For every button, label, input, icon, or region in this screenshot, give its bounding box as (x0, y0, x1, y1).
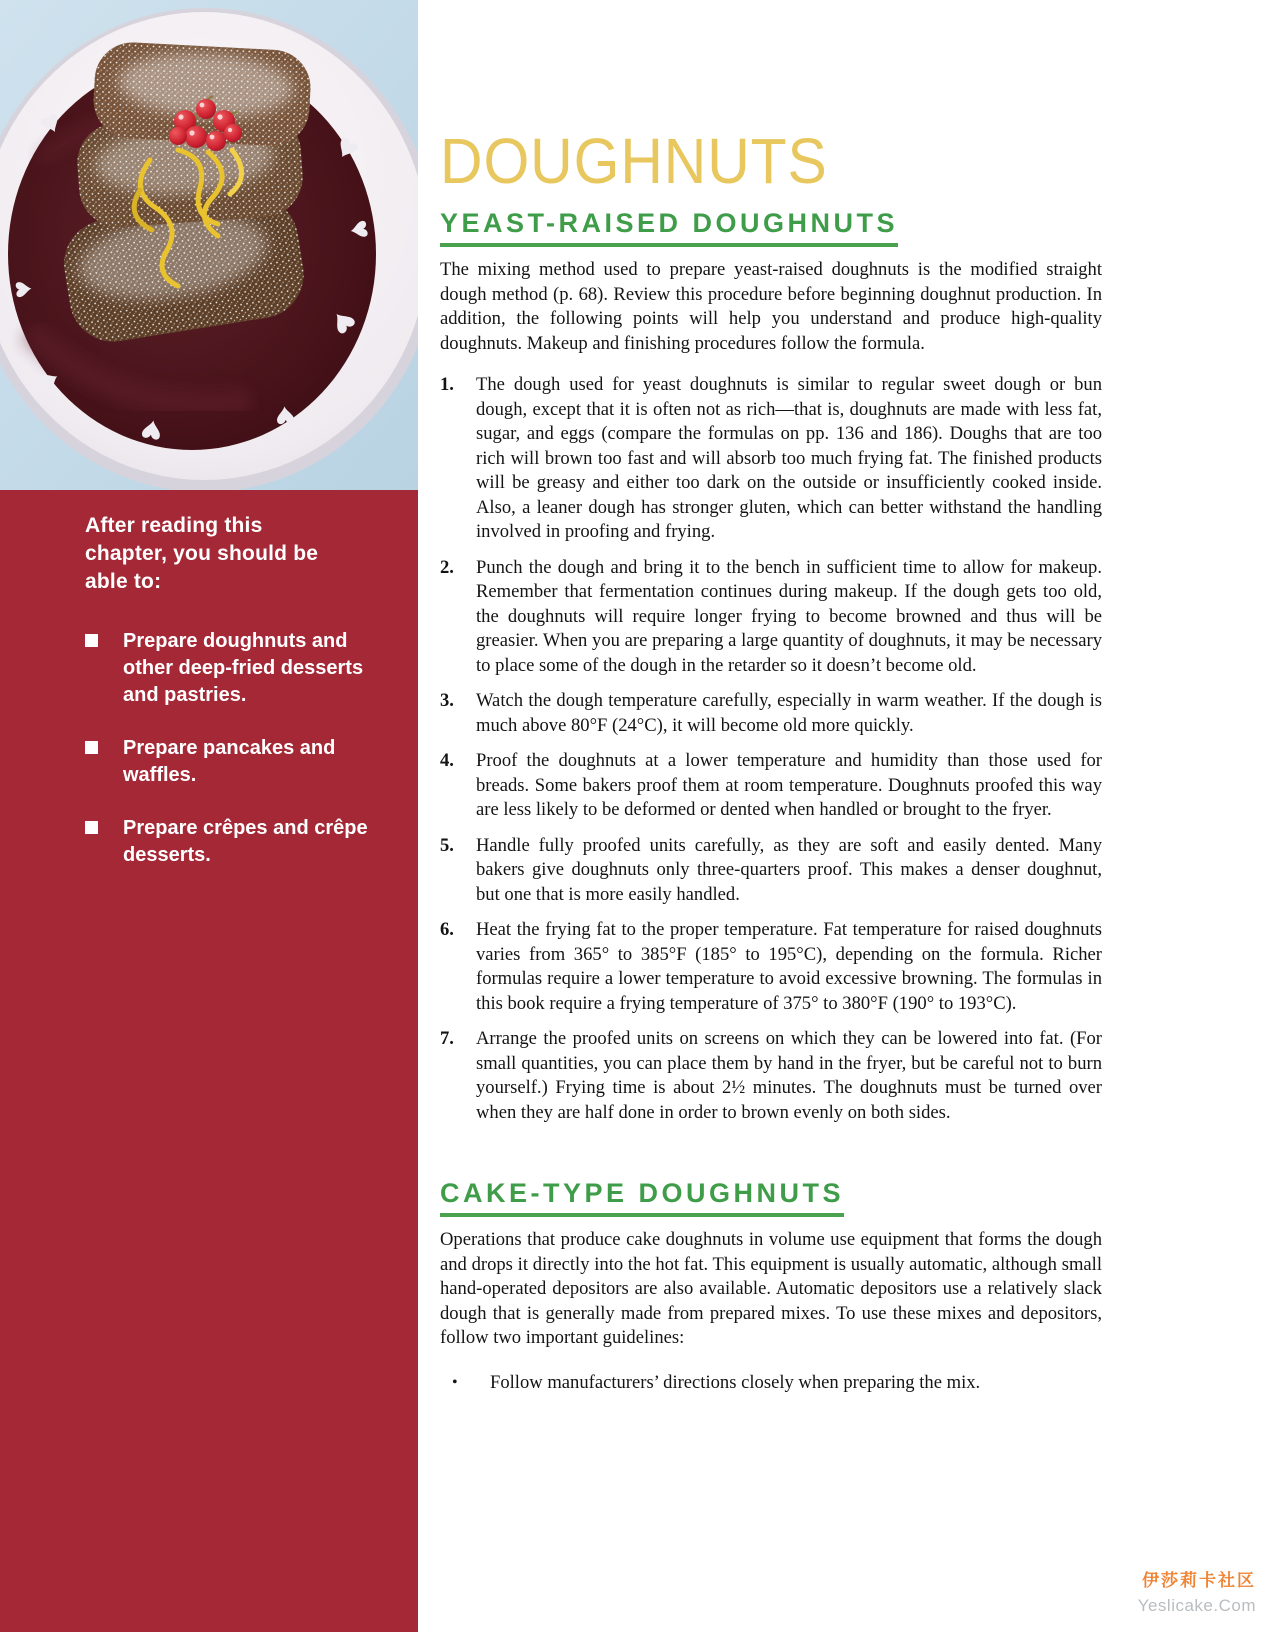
watermark (440, 1566, 1256, 1616)
item-number: 6. (440, 919, 454, 940)
watermark-chinese-text: 伊莎莉卡社区 (1142, 1571, 1256, 1590)
objective-text: Prepare pancakes and waffles. (123, 737, 336, 786)
item-number: 3. (440, 690, 454, 711)
item-text: The dough used for yeast doughnuts is similar to regular sweet dough or bun dough, except that it is often not as rich—that is, doughnuts are made with less fat, sugar, and eggs (compare the formulas on pp. 136 and 186). Doughs that are too rich will brown too fast and will absorb too much frying fat. The finished products will be greasy and either too dark on the outside or insufficiently cooked inside. Also, a leaner dough has stronger gluten, which can better withstand the handling involved in proofing and frying. (476, 374, 1102, 542)
item-text: Heat the frying fat to the proper temperature. Fat temperature for raised doughnuts varies from 365° to 385°F (185° to 195°C), depending on the formula. Richer formulas require a lower temperature to avoid excessive browning. The formulas in this book require a frying temperature of 375° to 380°F (190° to 193°C). (476, 919, 1102, 1014)
objectives-list (85, 628, 390, 869)
objective-text: Prepare doughnuts and other deep-fried desserts and pastries. (123, 630, 364, 706)
objective-text: Prepare crêpes and crêpe desserts. (123, 817, 368, 866)
list-item (440, 918, 1102, 1016)
item-number: 5. (440, 834, 454, 856)
section-heading-yeast-raised: YEAST-RAISED DOUGHNUTS (440, 208, 898, 247)
cake-bullet-list (440, 1371, 1102, 1396)
yeast-intro-paragraph: The mixing method used to prepare yeast-raised doughnuts is the modified straight dough method (p. 68). Review this procedure before beginning doughnut production. In addition, the following points will help you understand and produce high-quality doughnuts. Makeup and finishing procedures follow the formula. (440, 259, 1102, 354)
yeast-numbered-list (440, 373, 1102, 1125)
list-item (440, 834, 1102, 908)
list-item (440, 556, 1102, 679)
item-text: Arrange the proofed units on screens on which they can be lowered into fat. (For small quantities, you can place them by hand in the fryer, but be careful not to burn yourself.) Frying time is about 2½ minutes. The doughnuts must be turned over when they are half done in order to brown evenly on both sides. (476, 1028, 1102, 1123)
list-item (440, 1027, 1102, 1125)
square-bullet-icon (85, 821, 98, 834)
watermark-site-text: Yeslicake.Com (1137, 1596, 1256, 1615)
objective-item (85, 628, 385, 709)
item-text: Proof the doughnuts at a lower temperature and humidity than those used for breads. Some bakers proof them at room temperature. Doughnuts proofed this way are less likely to be deformed or dented when handled or brought to the fryer. (476, 750, 1102, 820)
chapter-objectives-panel (0, 490, 418, 1632)
list-item (440, 373, 1102, 545)
list-item (440, 749, 1102, 823)
cake-intro-paragraph: Operations that produce cake doughnuts in volume use equipment that forms the dough and drops it directly into the hot fat. This equipment is usually automatic, although small hand-operated depositors are also available. Automatic depositors use a relatively slack dough that is generally made from prepared mixes. To use these mixes and depositors, follow two important guidelines: (440, 1229, 1102, 1348)
item-number: 7. (440, 1028, 454, 1049)
item-number: 2. (440, 556, 454, 578)
bullet-item (440, 1371, 1102, 1396)
item-text: Punch the dough and bring it to the bench in sufficient time to allow for makeup. Remember that fermentation continues during makeup. If the dough gets too old, the doughnuts will require longer frying to become browned and thus will be greasier. When you are preparing a large quantity of doughnuts, it may be necessary to place some of the dough in the retarder so it doesn’t become old. (476, 556, 1102, 676)
objectives-intro: After reading this chapter, you should be able to: (85, 514, 319, 593)
main-content (440, 0, 1102, 1395)
square-bullet-icon (85, 741, 98, 754)
dot-bullet-icon: • (452, 1373, 458, 1391)
objective-item (85, 815, 385, 869)
bullet-text: Follow manufacturers’ directions closely when preparing the mix. (490, 1371, 981, 1393)
page-title: DOUGHNUTS (440, 125, 828, 197)
beignets (58, 41, 313, 348)
item-number: 4. (440, 750, 454, 771)
item-text: Handle fully proofed units carefully, as they are soft and easily dented. Many bakers give doughnuts only three-quarters proof. This makes a denser doughnut, but one that is more easily handled. (476, 834, 1102, 905)
section-heading-cake-type: CAKE-TYPE DOUGHNUTS (440, 1178, 844, 1217)
list-item (440, 689, 1102, 738)
dessert-photo (0, 0, 418, 490)
objective-item (85, 735, 385, 789)
item-number: 1. (440, 374, 454, 395)
item-text: Watch the dough temperature carefully, especially in warm weather. If the dough is much above 80°F (24°C), it will become old more quickly. (476, 690, 1102, 736)
square-bullet-icon (85, 634, 98, 647)
